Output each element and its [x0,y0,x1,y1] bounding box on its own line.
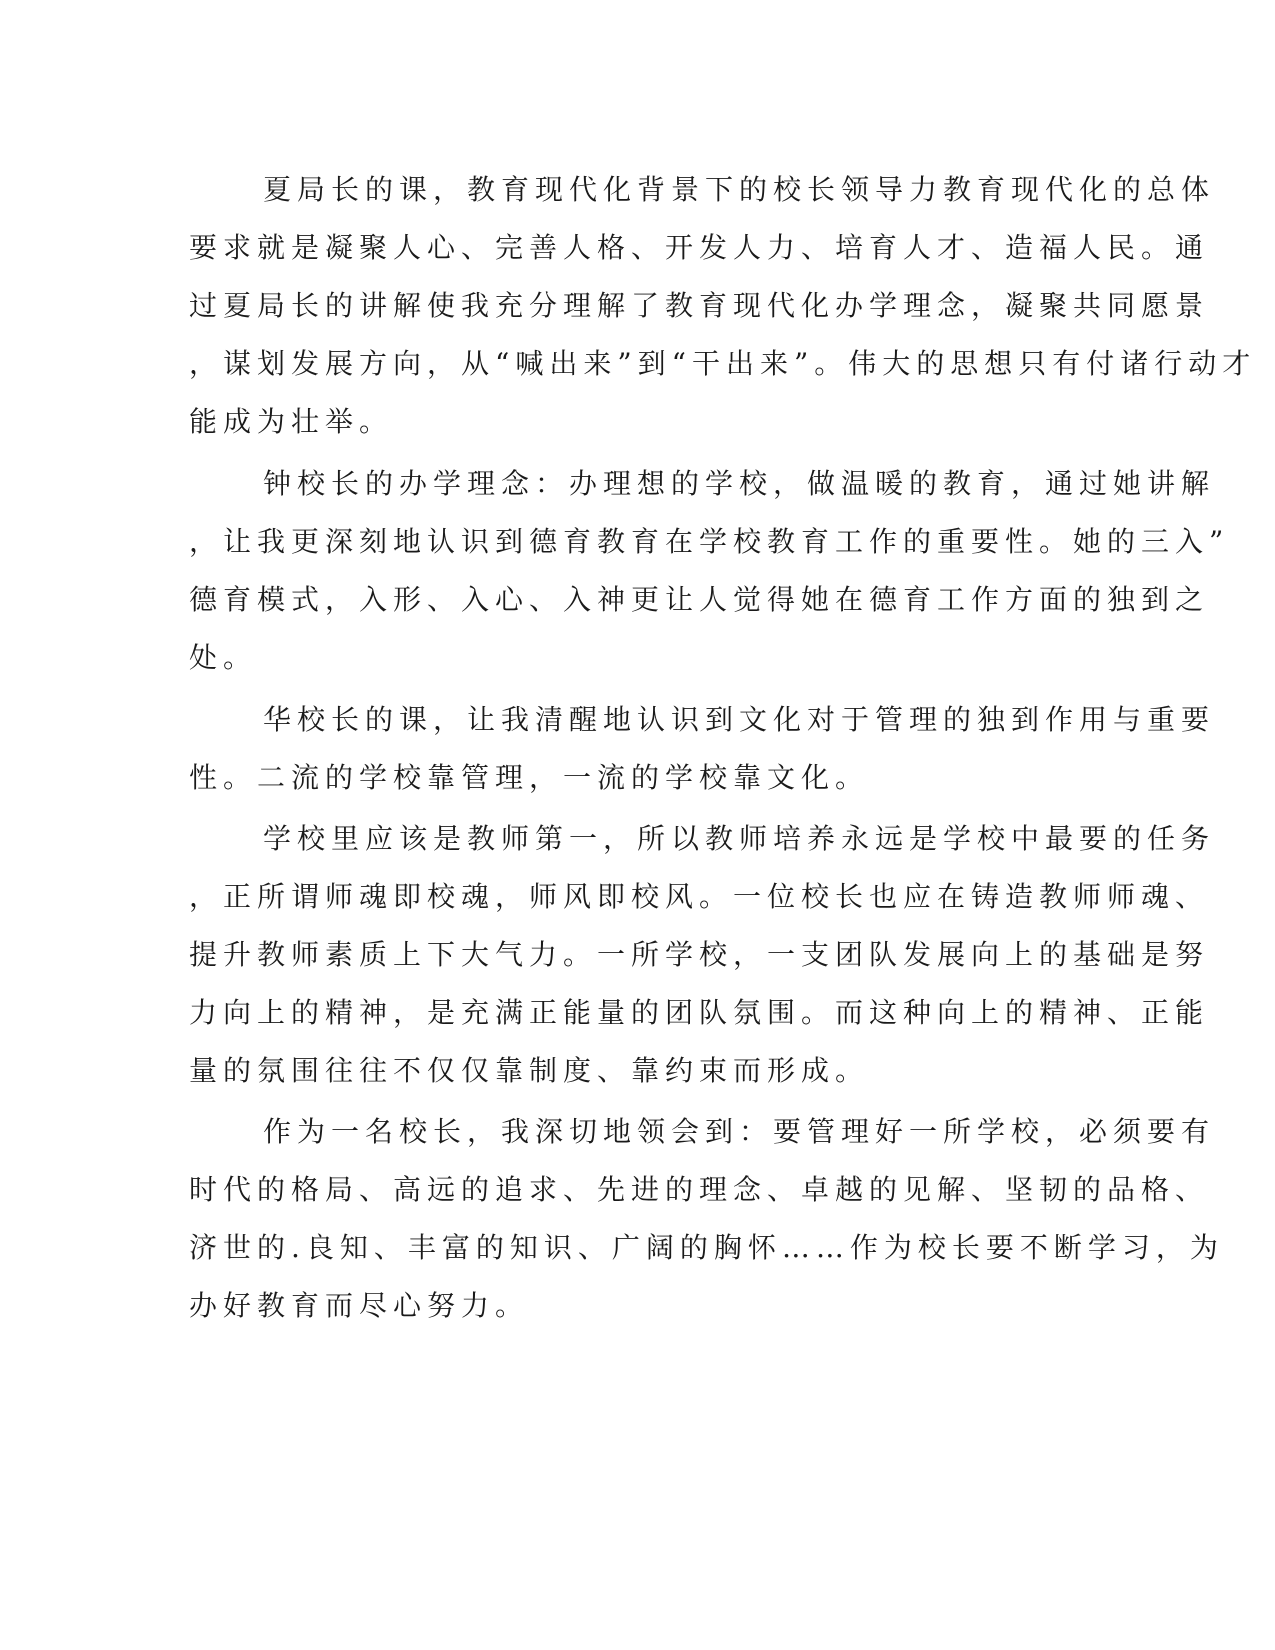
paragraph-3-line-1: 华校长的课，让我清醒地认识到文化对于管理的独到作用与重要 [263,703,1216,736]
paragraph-4-line-4: 力向上的精神，是充满正能量的团队氛围。而这种向上的精神、正能 [189,996,1210,1029]
paragraph-2-line-4: 处。 [189,641,258,674]
paragraph-5-line-1: 作为一名校长，我深切地领会到：要管理好一所学校，必须要有 [263,1115,1216,1148]
paragraph-5-line-4: 办好教育而尽心努力。 [189,1289,530,1322]
paragraph-1-line-1: 夏局长的课，教育现代化背景下的校长领导力教育现代化的总体 [263,173,1216,206]
paragraph-1-line-2: 要求就是凝聚人心、完善人格、开发人力、培育人才、造福人民。通 [189,231,1210,264]
paragraph-4-line-5: 量的氛围往往不仅仅靠制度、靠约束而形成。 [189,1054,870,1087]
paragraph-2-line-2: ，让我更深刻地认识到德育教育在学校教育工作的重要性。她的三入” [189,525,1230,558]
paragraph-4-line-3: 提升教师素质上下大气力。一所学校，一支团队发展向上的基础是努 [189,938,1210,971]
paragraph-5-line-2: 时代的格局、高远的追求、先进的理念、卓越的见解、坚韧的品格、 [189,1173,1210,1206]
paragraph-1-line-4: ，谋划发展方向，从“喊出来”到“干出来”。伟大的思想只有付诸行动才 [189,347,1257,380]
paragraph-3-line-2: 性。二流的学校靠管理，一流的学校靠文化。 [189,761,870,794]
paragraph-4-line-2: ，正所谓师魂即校魂，师风即校风。一位校长也应在铸造教师师魂、 [189,880,1210,913]
paragraph-1-line-5: 能成为壮举。 [189,405,394,438]
paragraph-5-line-3: 济世的.良知、丰富的知识、广阔的胸怀……作为校长要不断学习，为 [189,1231,1224,1264]
paragraph-2-line-3: 德育模式，入形、入心、入神更让人觉得她在德育工作方面的独到之 [189,583,1210,616]
paragraph-1-line-3: 过夏局长的讲解使我充分理解了教育现代化办学理念，凝聚共同愿景 [189,289,1210,322]
paragraph-2-line-1: 钟校长的办学理念：办理想的学校，做温暖的教育，通过她讲解 [263,467,1216,500]
paragraph-4-line-1: 学校里应该是教师第一，所以教师培养永远是学校中最要的任务 [263,822,1216,855]
